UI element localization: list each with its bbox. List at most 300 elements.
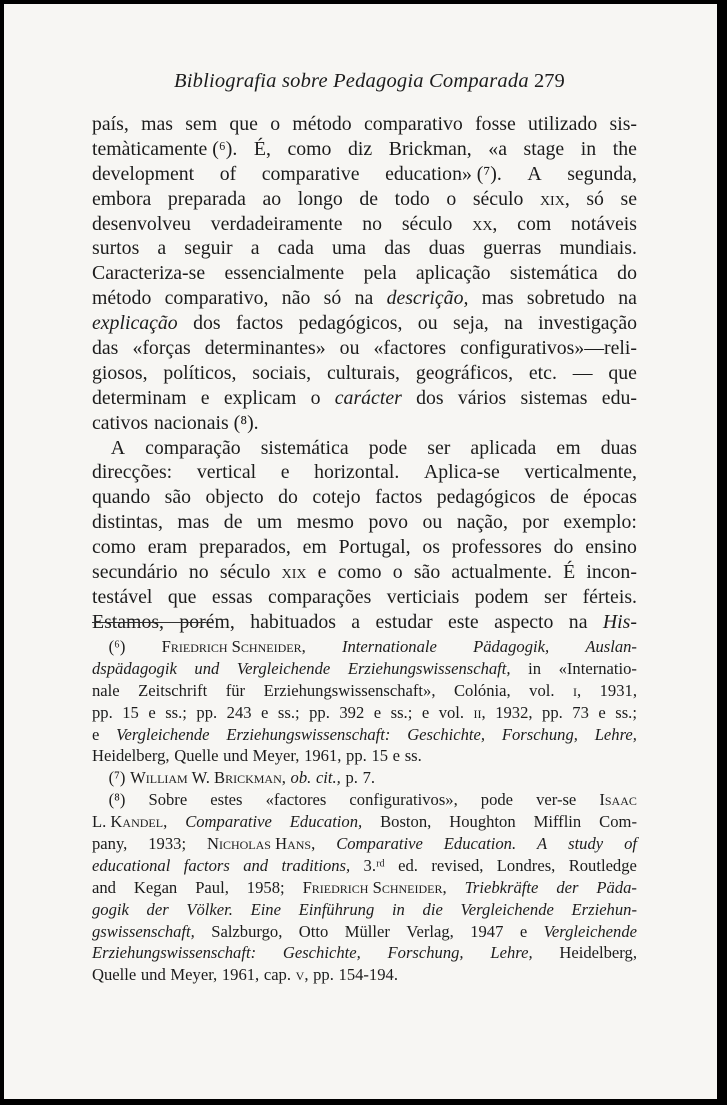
word: exemplo: bbox=[563, 511, 637, 534]
word: His- bbox=[602, 610, 637, 633]
word: ed. bbox=[398, 855, 418, 875]
word: Otto bbox=[298, 921, 329, 941]
footnote-line bbox=[92, 899, 637, 921]
word: cada bbox=[277, 237, 314, 260]
word: Einführung bbox=[298, 899, 375, 919]
word: de bbox=[550, 486, 569, 509]
word: 243 bbox=[226, 702, 252, 722]
word: sistemas bbox=[520, 386, 588, 409]
word: como bbox=[287, 137, 332, 160]
word: Erziehungswissenschaft, bbox=[347, 658, 511, 678]
footnote-line bbox=[92, 767, 637, 789]
word: Houghton bbox=[449, 812, 516, 832]
word: p. bbox=[345, 768, 358, 788]
word: ao bbox=[262, 187, 282, 210]
word: uma bbox=[332, 237, 367, 260]
word: determinantes» bbox=[204, 337, 326, 360]
word: como bbox=[337, 561, 382, 584]
word: Erziehungswissenschaft: bbox=[226, 724, 391, 744]
word: É bbox=[563, 561, 576, 584]
word: se bbox=[620, 187, 637, 210]
word: Kegan bbox=[133, 877, 178, 897]
word: podem bbox=[474, 585, 529, 608]
word: cap. bbox=[263, 965, 292, 985]
word: factos bbox=[235, 312, 284, 335]
word: (⁷) bbox=[92, 768, 126, 788]
word: Lehre, bbox=[490, 943, 533, 963]
word: ss. bbox=[404, 746, 422, 766]
word: século bbox=[472, 187, 524, 210]
footnote-line bbox=[92, 702, 637, 724]
word: Vergleichende bbox=[236, 658, 331, 678]
word: Internationale bbox=[341, 637, 437, 656]
word: ob. bbox=[290, 768, 312, 788]
word: Estamos, bbox=[92, 610, 164, 633]
word: 1961, bbox=[304, 746, 342, 766]
word: Forschung, bbox=[387, 943, 464, 963]
word: ensino bbox=[585, 536, 637, 559]
body-line bbox=[92, 137, 637, 162]
word: of bbox=[624, 834, 637, 854]
word: seja, bbox=[452, 312, 489, 335]
word: A bbox=[92, 436, 125, 459]
word: e bbox=[148, 702, 156, 722]
word: Lehre, bbox=[594, 724, 637, 744]
word: carácter bbox=[334, 386, 402, 409]
word: Verlag, bbox=[406, 921, 454, 941]
body-line bbox=[92, 187, 637, 212]
word: sociais, bbox=[252, 361, 312, 384]
word: políticos, bbox=[163, 361, 237, 384]
footnotes bbox=[92, 636, 637, 986]
word: 1933; bbox=[148, 834, 187, 854]
word: verticiais bbox=[386, 585, 460, 608]
word: «a bbox=[488, 137, 507, 160]
word: vários bbox=[457, 386, 507, 409]
word: século bbox=[219, 561, 271, 584]
word: Caracteriza-se bbox=[92, 262, 206, 285]
word: xix bbox=[281, 561, 307, 584]
footnote-line bbox=[92, 745, 637, 767]
word: William W. Brickman, bbox=[130, 768, 286, 788]
word: e bbox=[261, 702, 269, 722]
word: configurativos», bbox=[349, 790, 458, 810]
word: pp. bbox=[92, 702, 113, 722]
word: 3.ʳᵈ bbox=[363, 855, 385, 875]
word: seguir bbox=[184, 237, 233, 260]
word: comparações bbox=[268, 585, 372, 608]
word: study bbox=[568, 834, 604, 854]
word: só bbox=[586, 187, 604, 210]
word: 73 bbox=[572, 702, 589, 722]
word: surtos bbox=[92, 237, 140, 260]
word: longo bbox=[297, 187, 343, 210]
word: e bbox=[421, 702, 430, 722]
word: «forças bbox=[132, 337, 191, 360]
footnote-line bbox=[92, 724, 637, 746]
word: notáveis bbox=[571, 212, 637, 235]
word: pany, bbox=[92, 834, 128, 854]
word: stage bbox=[523, 137, 565, 160]
footnote-line bbox=[92, 921, 637, 943]
word: com bbox=[517, 212, 552, 235]
word: segunda, bbox=[567, 162, 637, 185]
word: Nicholas Hans, bbox=[206, 834, 316, 854]
word: eram bbox=[147, 536, 188, 559]
word: duas bbox=[428, 237, 465, 260]
word: ou bbox=[422, 511, 443, 534]
word: Colónia, bbox=[453, 680, 511, 700]
word: gswissenschaft, bbox=[92, 921, 195, 941]
word: 154-194. bbox=[338, 965, 398, 985]
word: embora bbox=[92, 187, 152, 210]
body-line bbox=[92, 411, 637, 436]
word: em bbox=[556, 436, 581, 459]
body-line bbox=[92, 535, 637, 560]
word: professores bbox=[451, 536, 542, 559]
word: — bbox=[572, 361, 593, 384]
word: Erziehungswissenschaft», bbox=[263, 680, 436, 700]
word: culturais, bbox=[326, 361, 400, 384]
word: Aplica-se bbox=[423, 461, 500, 484]
word: pp. bbox=[542, 702, 563, 722]
word: por bbox=[522, 511, 549, 534]
word: 1931, bbox=[599, 680, 637, 700]
body-line bbox=[92, 361, 637, 386]
word: explicam bbox=[223, 386, 297, 409]
word: guerras bbox=[483, 237, 542, 260]
word: i, bbox=[572, 680, 582, 700]
word: cit., bbox=[315, 768, 341, 788]
word: geográficos, bbox=[415, 361, 514, 384]
word: preparada bbox=[167, 187, 246, 210]
word: que bbox=[167, 585, 197, 608]
word: «factores bbox=[265, 790, 327, 810]
word: horizontal. bbox=[314, 461, 400, 484]
book-page bbox=[4, 4, 717, 1099]
footnote-line bbox=[92, 855, 637, 877]
body-line bbox=[92, 162, 637, 187]
word: testável bbox=[92, 585, 153, 608]
word: dos bbox=[193, 312, 221, 335]
word: são bbox=[413, 561, 441, 584]
word: essas bbox=[211, 585, 253, 608]
word: habituados bbox=[250, 610, 336, 633]
word: Education, bbox=[289, 812, 363, 832]
word: não bbox=[281, 287, 311, 310]
word: ou bbox=[417, 312, 438, 335]
word: épocas bbox=[583, 486, 637, 509]
body-line bbox=[92, 560, 637, 585]
word: sem bbox=[185, 113, 218, 135]
word: método bbox=[92, 287, 152, 310]
word: mesmo bbox=[296, 511, 354, 534]
word: Erziehungswissenschaft: bbox=[92, 943, 257, 963]
word: Quelle bbox=[92, 965, 137, 985]
body-line bbox=[92, 261, 637, 286]
word: um bbox=[256, 511, 283, 534]
word: Mifflin bbox=[533, 812, 582, 832]
word: ser bbox=[427, 436, 451, 459]
word: ss.; bbox=[390, 702, 413, 722]
word: estudar bbox=[375, 610, 433, 633]
word: mas bbox=[481, 287, 514, 310]
word: nacionais (⁸). bbox=[153, 411, 259, 434]
word: xix, bbox=[539, 187, 570, 210]
word: configurativos»—reli- bbox=[460, 337, 637, 360]
word: das bbox=[92, 337, 119, 360]
word: e bbox=[280, 461, 290, 484]
word: Londres, bbox=[496, 855, 556, 875]
word: determinam bbox=[92, 386, 187, 409]
word: sobretudo bbox=[526, 287, 605, 310]
word: temàticamente (⁶). bbox=[92, 137, 238, 160]
word: Vergleichende bbox=[116, 724, 210, 744]
word: pedagógicos bbox=[436, 486, 536, 509]
word: diz bbox=[348, 137, 373, 160]
word: «Internatio- bbox=[558, 658, 637, 678]
word: A bbox=[537, 834, 548, 854]
word: 15 bbox=[371, 746, 389, 766]
word: in bbox=[580, 137, 597, 160]
word: education» (⁷). bbox=[385, 162, 502, 185]
word: ser bbox=[544, 585, 568, 608]
footnote-line bbox=[92, 680, 637, 702]
footnote-line bbox=[92, 833, 637, 855]
word: na bbox=[618, 287, 637, 310]
word: Paul, bbox=[195, 877, 229, 897]
word: pp. bbox=[313, 965, 334, 985]
word: o bbox=[392, 561, 403, 584]
word: 7. bbox=[362, 768, 376, 788]
word: objecto bbox=[205, 486, 264, 509]
word: Meyer, bbox=[170, 965, 218, 985]
word: pp. bbox=[346, 746, 367, 766]
word: na bbox=[504, 312, 523, 335]
footnote-line bbox=[92, 877, 637, 899]
word: 1947 bbox=[470, 921, 504, 941]
word: essencialmente bbox=[224, 262, 345, 285]
word: (⁸) bbox=[92, 790, 126, 810]
word: ver-se bbox=[536, 790, 577, 810]
body-line bbox=[92, 286, 637, 311]
word: do bbox=[553, 536, 574, 559]
word: in bbox=[528, 658, 542, 678]
word: povo bbox=[368, 511, 409, 534]
word: Müller bbox=[344, 921, 390, 941]
word: vol. bbox=[529, 680, 555, 700]
body-line bbox=[92, 510, 637, 535]
word: 15 bbox=[122, 702, 139, 722]
word: ss.; bbox=[615, 702, 637, 722]
word: ss.; bbox=[277, 702, 300, 722]
word: aspecto bbox=[494, 610, 554, 633]
word: Meyer, bbox=[252, 746, 300, 766]
word: etc. bbox=[528, 361, 557, 384]
word: Comparative bbox=[336, 834, 423, 854]
word: vol. bbox=[438, 702, 465, 722]
word: comparativo bbox=[363, 113, 463, 135]
word: como bbox=[92, 536, 136, 559]
word: the bbox=[612, 137, 637, 160]
word: férteis. bbox=[582, 585, 637, 608]
word: incon- bbox=[586, 561, 637, 584]
word: das bbox=[384, 237, 411, 260]
word: die bbox=[422, 899, 443, 919]
word: dos bbox=[416, 386, 444, 409]
word: século bbox=[401, 212, 453, 235]
word: em bbox=[302, 536, 327, 559]
body-line bbox=[92, 585, 637, 610]
word: 1961, bbox=[221, 965, 260, 985]
word: für bbox=[225, 680, 246, 700]
word: 1932, bbox=[495, 702, 533, 722]
word: e bbox=[392, 746, 401, 766]
word: na bbox=[354, 287, 374, 310]
word: o bbox=[270, 113, 281, 135]
word: Erziehun- bbox=[571, 899, 637, 919]
word: direcções: bbox=[92, 461, 173, 484]
word: são bbox=[164, 486, 192, 509]
word: investigação bbox=[538, 312, 637, 335]
word: distintas, bbox=[92, 511, 163, 534]
body-line bbox=[92, 236, 637, 261]
word: mundiais. bbox=[559, 237, 637, 260]
word: país, bbox=[92, 113, 129, 135]
body-line bbox=[92, 311, 637, 336]
word: vertical bbox=[196, 461, 257, 484]
word: revised, bbox=[431, 855, 484, 875]
word: nale bbox=[92, 680, 120, 700]
word: pp. bbox=[196, 702, 218, 722]
word: Sobre bbox=[148, 790, 188, 810]
word: utilizado bbox=[528, 113, 598, 135]
footnote-line bbox=[92, 942, 637, 964]
word: giosos, bbox=[92, 361, 148, 384]
word: cotejo bbox=[312, 486, 361, 509]
word: Friedrich Schneider, bbox=[161, 637, 306, 656]
word: ss.; bbox=[165, 702, 187, 722]
word: o bbox=[310, 386, 321, 409]
word: explicação bbox=[92, 312, 178, 335]
word: and bbox=[92, 877, 116, 897]
word: Comparative bbox=[185, 812, 272, 832]
word: de bbox=[223, 511, 243, 534]
word: actualmente. bbox=[451, 561, 552, 584]
body-line bbox=[92, 112, 637, 137]
word: do bbox=[278, 486, 298, 509]
word: estes bbox=[210, 790, 243, 810]
word: 1958; bbox=[246, 877, 285, 897]
word: quando bbox=[92, 486, 151, 509]
word: v, bbox=[295, 965, 309, 985]
word: Portugal, bbox=[338, 536, 411, 559]
word: Vergleichende bbox=[460, 899, 554, 919]
word: comparativo, bbox=[164, 287, 269, 310]
footnote-separator bbox=[92, 622, 212, 623]
word: que bbox=[608, 361, 637, 384]
word: Forschung, bbox=[501, 724, 578, 744]
word: e bbox=[373, 702, 382, 722]
word: factors bbox=[183, 855, 230, 875]
word: Quelle bbox=[174, 746, 219, 766]
body-line bbox=[92, 460, 637, 485]
word: o bbox=[446, 187, 457, 210]
word: preparados, bbox=[199, 536, 291, 559]
word: só bbox=[323, 287, 342, 310]
word: e bbox=[598, 702, 606, 722]
body-line bbox=[92, 485, 637, 510]
word: Päda- bbox=[596, 877, 637, 897]
word: and bbox=[243, 855, 269, 875]
word: e bbox=[92, 724, 100, 744]
word: Pädagogik, bbox=[473, 637, 550, 656]
word: dspädagogik bbox=[92, 658, 177, 678]
word: aplicação bbox=[415, 262, 491, 285]
word: Geschichte, bbox=[407, 724, 486, 744]
word: pp. bbox=[309, 702, 330, 722]
word: Education. bbox=[443, 834, 517, 854]
word: «factores bbox=[373, 337, 447, 360]
word: edu- bbox=[601, 386, 637, 409]
word: xx, bbox=[472, 212, 498, 235]
word: in bbox=[391, 899, 405, 919]
word: a bbox=[351, 610, 361, 633]
word: Vergleichende bbox=[543, 921, 637, 941]
word: do bbox=[617, 262, 637, 285]
word: mas bbox=[177, 511, 210, 534]
word: secundário bbox=[92, 561, 178, 584]
word: A bbox=[527, 162, 542, 185]
word: a bbox=[157, 237, 167, 260]
word: descrição, bbox=[386, 287, 469, 310]
word: mas bbox=[141, 113, 173, 135]
body-line bbox=[92, 212, 637, 237]
word: este bbox=[447, 610, 479, 633]
word: und bbox=[223, 746, 248, 766]
word: desenvolveu bbox=[92, 212, 191, 235]
word: no bbox=[188, 561, 209, 584]
word: porém, bbox=[179, 610, 235, 633]
word: todo bbox=[394, 187, 430, 210]
word: Völker. bbox=[186, 899, 233, 919]
word: pela bbox=[363, 262, 397, 285]
word: L. Kandel, bbox=[92, 812, 168, 832]
word: É, bbox=[253, 137, 271, 160]
word: e bbox=[519, 921, 528, 941]
word: gogik bbox=[92, 899, 129, 919]
word: Routledge bbox=[568, 855, 637, 875]
word: Heidelberg, bbox=[92, 746, 170, 766]
word: no bbox=[362, 212, 383, 235]
body-line bbox=[92, 336, 637, 361]
word: Boston, bbox=[380, 812, 432, 832]
footnote-line bbox=[92, 658, 637, 680]
word: Geschichte, bbox=[282, 943, 361, 963]
word: der bbox=[146, 899, 169, 919]
word: der bbox=[556, 877, 579, 897]
word: sistemática bbox=[260, 436, 349, 459]
word: e bbox=[200, 386, 210, 409]
word: aplicada bbox=[470, 436, 537, 459]
word: Zeitschrift bbox=[138, 680, 208, 700]
footnote-line bbox=[92, 964, 637, 986]
word: fosse bbox=[475, 113, 516, 135]
word: ou bbox=[339, 337, 360, 360]
word: development bbox=[92, 162, 195, 185]
word: Friedrich Schneider, bbox=[302, 877, 447, 897]
word: Salzburgo, bbox=[211, 921, 283, 941]
